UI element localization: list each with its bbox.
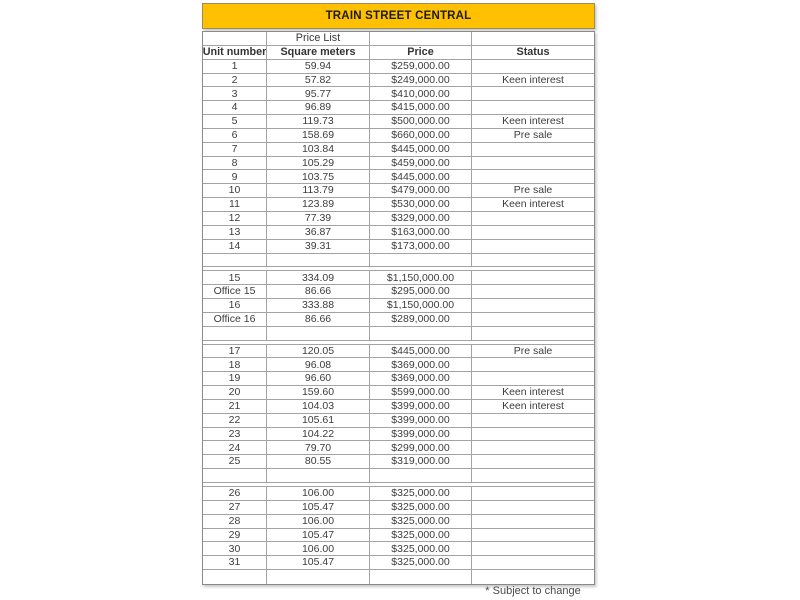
sqm-cell	[267, 570, 370, 584]
sqm-cell: 86.66	[267, 313, 370, 326]
table-row	[203, 455, 594, 469]
status-cell: Pre sale	[513, 184, 553, 197]
subtitle-spacer-cell	[370, 32, 472, 45]
table-row	[203, 345, 594, 359]
status-cell	[472, 299, 594, 312]
table-row	[203, 115, 594, 129]
unit-cell: 18	[203, 358, 267, 371]
price-cell: $1,150,000.00	[370, 271, 472, 284]
table-row	[203, 157, 594, 171]
status-cell	[472, 441, 594, 454]
sqm-cell: 39.31	[267, 240, 370, 253]
unit-cell: 28	[203, 515, 267, 528]
price-cell: $445,000.00	[370, 345, 472, 358]
table-row	[203, 285, 594, 299]
price-cell: $500,000.00	[370, 115, 472, 128]
sqm-cell: 113.79	[267, 184, 370, 197]
sqm-cell	[267, 469, 370, 482]
table-row	[203, 299, 594, 313]
table-row	[203, 240, 594, 254]
sqm-cell: 96.89	[267, 101, 370, 114]
sqm-cell: 95.77	[267, 87, 370, 100]
price-cell: $599,000.00	[370, 386, 472, 399]
status-cell	[472, 271, 594, 284]
status-cell	[472, 285, 594, 298]
status-cell	[472, 515, 594, 528]
status-cell: Keen interest	[502, 115, 564, 128]
sqm-cell: 86.66	[267, 285, 370, 298]
price-cell: $259,000.00	[370, 60, 472, 73]
blank-row	[203, 469, 594, 483]
sqm-cell: 96.08	[267, 358, 370, 371]
unit-cell: 5	[203, 115, 267, 128]
table-row	[203, 542, 594, 556]
sqm-cell: 106.00	[267, 515, 370, 528]
blank-row	[203, 570, 594, 584]
table-row	[203, 60, 594, 74]
unit-cell: 22	[203, 414, 267, 427]
subtitle-spacer-cell	[472, 32, 594, 45]
status-cell	[472, 226, 594, 239]
table-row	[203, 313, 594, 327]
unit-cell: 25	[203, 455, 267, 468]
table-row	[203, 372, 594, 386]
sqm-cell	[267, 327, 370, 340]
sqm-cell: 77.39	[267, 212, 370, 225]
price-cell: $369,000.00	[370, 372, 472, 385]
unit-cell: 24	[203, 441, 267, 454]
table-row	[203, 515, 594, 529]
price-cell: $459,000.00	[370, 157, 472, 170]
price-cell	[370, 469, 472, 482]
table-row	[203, 487, 594, 501]
unit-cell	[203, 570, 267, 584]
status-cell	[472, 157, 594, 170]
table-row	[203, 143, 594, 157]
price-cell: $173,000.00	[370, 240, 472, 253]
sqm-cell: 158.69	[267, 129, 370, 142]
price-cell: $325,000.00	[370, 515, 472, 528]
sqm-cell: 120.05	[267, 345, 370, 358]
unit-cell: 14	[203, 240, 267, 253]
table-row	[203, 386, 594, 400]
table-row	[203, 441, 594, 455]
unit-cell: 7	[203, 143, 267, 156]
sqm-cell: 333.88	[267, 299, 370, 312]
sqm-cell: 79.70	[267, 441, 370, 454]
status-cell	[472, 327, 594, 340]
table-row	[203, 129, 594, 143]
sqm-cell: 105.47	[267, 529, 370, 542]
unit-cell: 11	[203, 198, 267, 211]
sqm-cell: 106.00	[267, 487, 370, 500]
table-row	[203, 556, 594, 570]
unit-cell: 23	[203, 428, 267, 441]
unit-cell: 21	[203, 400, 267, 413]
table-row	[203, 87, 594, 101]
status-cell	[472, 556, 594, 569]
status-cell: Keen interest	[502, 400, 564, 413]
table-row	[203, 414, 594, 428]
sqm-cell: 106.00	[267, 542, 370, 555]
unit-cell: 9	[203, 170, 267, 183]
status-cell	[472, 428, 594, 441]
status-cell	[472, 372, 594, 385]
sqm-cell: 123.89	[267, 198, 370, 211]
status-cell	[472, 313, 594, 326]
sqm-cell: 59.94	[267, 60, 370, 73]
unit-cell	[203, 254, 267, 267]
status-cell	[472, 143, 594, 156]
price-cell: $295,000.00	[370, 285, 472, 298]
table-row	[203, 101, 594, 115]
sqm-cell: 57.82	[267, 74, 370, 87]
table-row	[203, 358, 594, 372]
status-cell	[472, 414, 594, 427]
price-cell	[370, 570, 472, 584]
unit-cell: 8	[203, 157, 267, 170]
status-cell	[472, 469, 594, 482]
status-cell	[472, 529, 594, 542]
column-header-row	[203, 46, 594, 60]
status-cell	[472, 240, 594, 253]
unit-cell: 1	[203, 60, 267, 73]
status-cell: Pre sale	[513, 129, 553, 142]
status-cell	[472, 87, 594, 100]
column-header-unit-number: Unit number	[203, 45, 267, 58]
price-cell: $369,000.00	[370, 358, 472, 371]
table-title-bar	[202, 3, 595, 29]
price-cell: $319,000.00	[370, 455, 472, 468]
blank-row	[203, 327, 594, 341]
unit-cell: 31	[203, 556, 267, 569]
unit-cell: 6	[203, 129, 267, 142]
status-cell	[472, 101, 594, 114]
table-row	[203, 501, 594, 515]
sqm-cell: 104.22	[267, 428, 370, 441]
sqm-cell: 159.60	[267, 386, 370, 399]
unit-cell: 3	[203, 87, 267, 100]
status-cell	[472, 212, 594, 225]
price-cell: $163,000.00	[370, 226, 472, 239]
price-cell: $479,000.00	[370, 184, 472, 197]
column-header-price: Price	[370, 46, 472, 59]
price-cell	[370, 327, 472, 340]
unit-cell: 26	[203, 487, 267, 500]
table-row	[203, 212, 594, 226]
sqm-cell: 105.47	[267, 501, 370, 514]
status-cell	[472, 358, 594, 371]
status-cell	[472, 170, 594, 183]
table-row	[203, 74, 594, 88]
unit-cell: 16	[203, 299, 267, 312]
price-cell	[370, 254, 472, 267]
price-cell: $660,000.00	[370, 129, 472, 142]
unit-cell: 17	[203, 345, 267, 358]
price-cell: $329,000.00	[370, 212, 472, 225]
price-cell: $445,000.00	[370, 143, 472, 156]
unit-cell: 10	[203, 184, 267, 197]
unit-cell: 13	[203, 226, 267, 239]
blank-row	[203, 254, 594, 268]
table-row	[203, 198, 594, 212]
unit-cell: 27	[203, 501, 267, 514]
table-row	[203, 529, 594, 543]
status-cell	[472, 60, 594, 73]
price-cell: $325,000.00	[370, 556, 472, 569]
table-row	[203, 184, 594, 198]
unit-cell: 20	[203, 386, 267, 399]
price-cell: $415,000.00	[370, 101, 472, 114]
sqm-cell: 104.03	[267, 400, 370, 413]
price-cell: $249,000.00	[370, 74, 472, 87]
price-cell: $289,000.00	[370, 313, 472, 326]
unit-cell: 15	[203, 271, 267, 284]
unit-cell: 4	[203, 101, 267, 114]
sqm-cell: 119.73	[267, 115, 370, 128]
price-cell: $399,000.00	[370, 414, 472, 427]
status-cell	[472, 501, 594, 514]
sqm-cell	[267, 254, 370, 267]
sqm-cell: 36.87	[267, 226, 370, 239]
status-cell: Pre sale	[513, 344, 553, 357]
price-cell: $1,150,000.00	[370, 299, 472, 312]
price-cell: $325,000.00	[370, 542, 472, 555]
price-cell: $325,000.00	[370, 487, 472, 500]
price-cell: $299,000.00	[370, 441, 472, 454]
sqm-cell: 96.60	[267, 372, 370, 385]
table-row	[203, 170, 594, 184]
sqm-cell: 80.55	[267, 455, 370, 468]
status-cell: Keen interest	[502, 386, 564, 399]
table-row	[203, 226, 594, 240]
status-cell	[472, 570, 594, 584]
subtitle-cell: Price List	[267, 32, 370, 45]
unit-cell: 29	[203, 529, 267, 542]
sqm-cell: 105.47	[267, 556, 370, 569]
column-header-square-meters: Square meters	[267, 46, 370, 59]
column-header-status: Status	[516, 45, 550, 58]
status-cell	[472, 455, 594, 468]
table-row	[203, 400, 594, 414]
unit-cell	[203, 327, 267, 340]
price-cell: $445,000.00	[370, 170, 472, 183]
price-cell: $530,000.00	[370, 198, 472, 211]
status-cell	[472, 254, 594, 267]
status-cell	[472, 487, 594, 500]
sqm-cell: 105.29	[267, 157, 370, 170]
status-cell: Keen interest	[502, 198, 564, 211]
subtitle-row	[203, 32, 594, 46]
unit-cell: 2	[203, 74, 267, 87]
sqm-cell: 103.84	[267, 143, 370, 156]
unit-cell: Office 15	[203, 285, 267, 298]
unit-cell: Office 16	[203, 313, 267, 326]
price-cell: $399,000.00	[370, 400, 472, 413]
unit-cell: 30	[203, 542, 267, 555]
status-cell: Keen interest	[502, 73, 564, 86]
price-grid	[202, 31, 595, 585]
footnote: * Subject to change	[485, 585, 581, 597]
sqm-cell: 103.75	[267, 170, 370, 183]
price-cell: $410,000.00	[370, 87, 472, 100]
sqm-cell: 334.09	[267, 271, 370, 284]
price-cell: $399,000.00	[370, 428, 472, 441]
table-row	[203, 271, 594, 285]
price-cell: $325,000.00	[370, 529, 472, 542]
unit-cell: 19	[203, 372, 267, 385]
sqm-cell: 105.61	[267, 414, 370, 427]
table-row	[203, 428, 594, 442]
subtitle-spacer-cell	[203, 32, 267, 45]
status-cell	[472, 542, 594, 555]
unit-cell	[203, 469, 267, 482]
price-cell: $325,000.00	[370, 501, 472, 514]
table-title: TRAIN STREET CENTRAL	[325, 10, 472, 22]
unit-cell: 12	[203, 212, 267, 225]
